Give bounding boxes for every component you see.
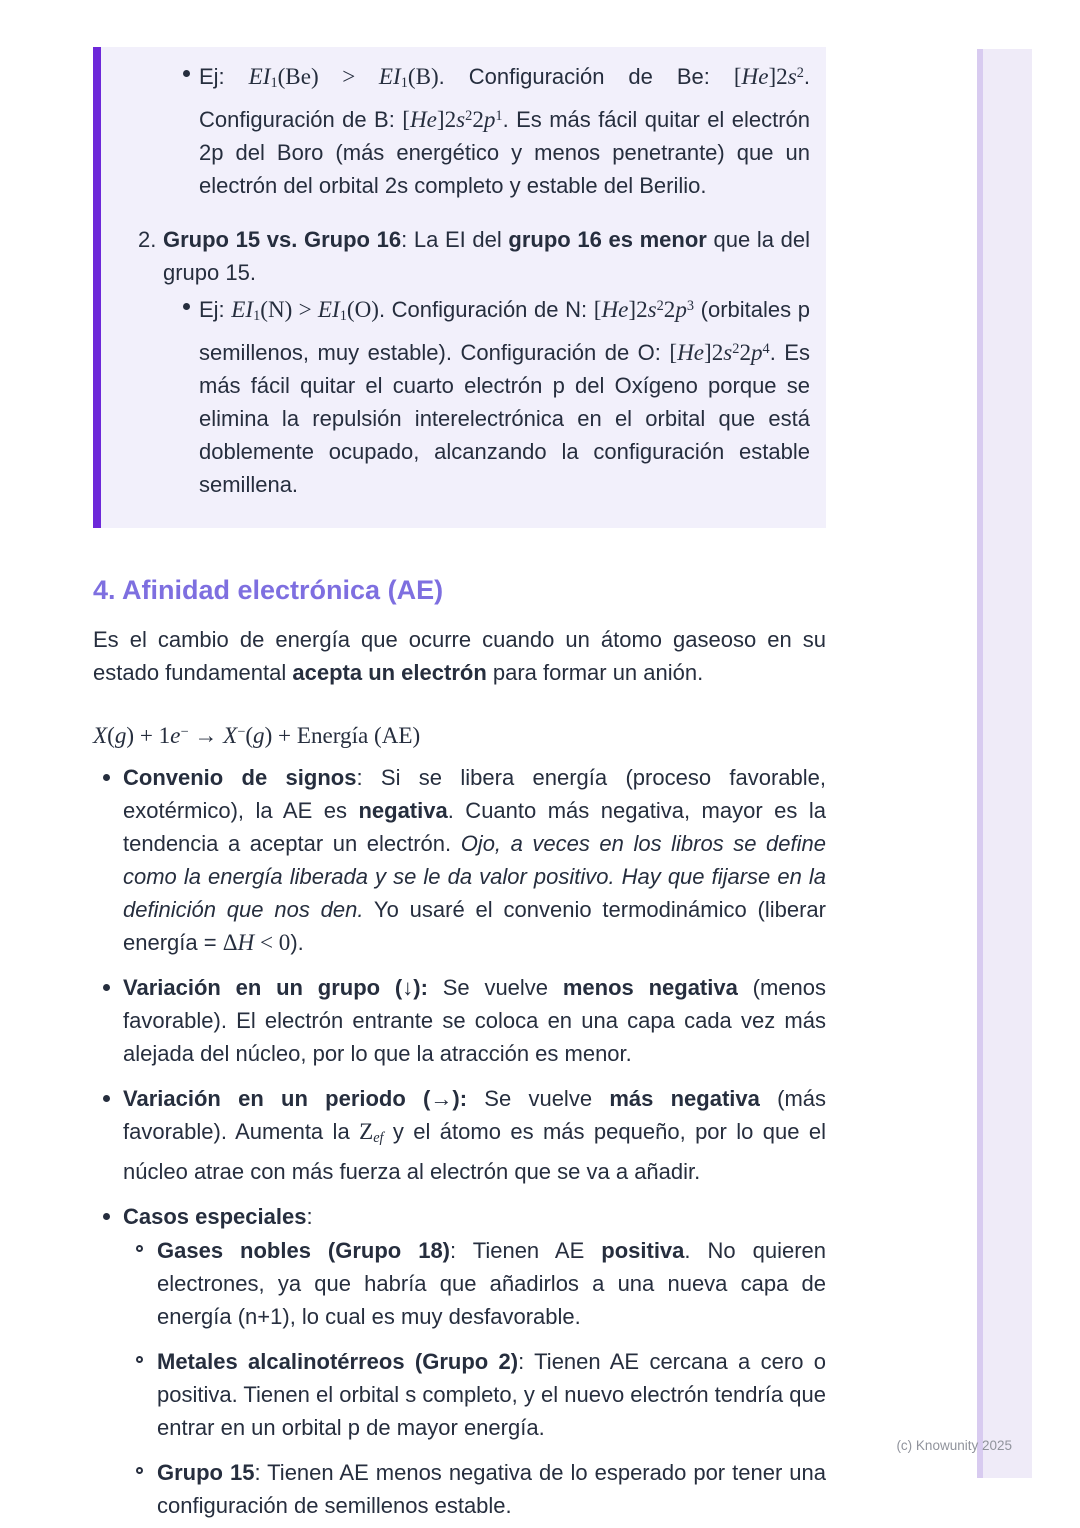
- text-segment: p: [483, 106, 496, 133]
- text-segment: Convenio de signos: [123, 765, 357, 791]
- list-item-text: [93, 1082, 826, 1188]
- text-segment: ]2: [436, 106, 457, 133]
- text-segment: . Configuración de Be:: [438, 64, 734, 90]
- text-segment: y el átomo es más pequeño, por lo que el núcleo atrae con más fuerza al electrón que se va a añadir.: [123, 1119, 826, 1185]
- text-segment: He: [409, 106, 437, 133]
- list-item-text: [93, 1345, 826, 1444]
- text-segment: que la del grupo 15.: [163, 227, 810, 286]
- text-segment: ) + Energía (AE): [264, 722, 421, 749]
- text-segment: (O): [346, 296, 379, 323]
- text-segment: ]2: [768, 63, 788, 90]
- text-segment: Variación en un grupo (↓):: [123, 975, 428, 1001]
- text-segment: Gases nobles (Grupo 18): [157, 1238, 451, 1264]
- text-segment: : Tienen AE: [450, 1238, 602, 1264]
- bullet-dot-icon: [183, 70, 190, 77]
- text-segment: g: [114, 722, 127, 749]
- text-segment: [: [593, 296, 602, 323]
- text-segment: →: [188, 722, 224, 749]
- list-item-text: [93, 1200, 826, 1233]
- text-segment: (orbitales p semillenos, muy estable). Configuración de O:: [199, 297, 810, 366]
- text-segment: s: [647, 296, 657, 323]
- text-segment: 2: [656, 298, 664, 315]
- text-segment: 1: [270, 75, 278, 91]
- intro-paragraph: [93, 623, 826, 689]
- text-segment: ).: [290, 930, 304, 956]
- text-segment: EI: [317, 296, 340, 323]
- text-segment: . Configuración de B:: [199, 64, 811, 133]
- text-segment: Se vuelve: [427, 975, 563, 1001]
- text-segment: 2: [472, 106, 484, 133]
- text-segment: 2: [465, 108, 473, 124]
- text-segment: : La EI del: [401, 227, 509, 253]
- text-segment: . Es más fácil quitar el cuarto electrón p del Oxígeno porque se elimina la repulsión interelectrónica en el orbital que está doblemente ocupado, alcanzando la configuración estable semillena.: [199, 340, 810, 498]
- text-segment: Ej:: [199, 297, 232, 323]
- text-segment: (más favorable). Aumenta la: [123, 1086, 826, 1145]
- list-item: [101, 290, 810, 501]
- text-segment: −: [237, 724, 246, 741]
- text-segment: menos negativa: [562, 975, 738, 1001]
- list-item: [93, 971, 826, 1070]
- main-list: [93, 761, 826, 1522]
- text-segment: [: [733, 63, 742, 90]
- text-segment: para formar un anión.: [486, 660, 704, 686]
- section-heading: 4. Afinidad electrónica (AE): [93, 575, 444, 606]
- text-segment: Es el cambio de energía que ocurre cuando un átomo gaseoso en su estado fundamental: [93, 627, 826, 686]
- list-item: [93, 1200, 826, 1233]
- text-segment: 1: [339, 308, 347, 325]
- text-segment: Metales alcalinotérreos (Grupo 2): [157, 1349, 519, 1375]
- text-segment: ]2: [628, 296, 648, 323]
- text-segment: (Be) >: [277, 63, 379, 90]
- content-column: [93, 0, 826, 1522]
- text-segment: negativa: [358, 798, 448, 824]
- text-segment: ]2: [704, 339, 724, 366]
- text-segment: s: [723, 339, 733, 366]
- text-segment: Ojo, a veces en los libros se define como la energía liberada y se le da valor positivo. Hay que fijarse en la definición que nos den.: [123, 831, 826, 923]
- text-segment: 2: [663, 296, 676, 323]
- text-segment: : Tienen AE cercana a cero o positiva. Tienen el orbital s completo, y el nuevo electrón tendría que entrar en un orbital p de mayor energía.: [157, 1349, 826, 1441]
- text-segment: s: [456, 106, 466, 133]
- text-segment: Δ: [222, 929, 238, 956]
- text-segment: (: [245, 722, 254, 749]
- text-segment: Grupo 15 vs. Grupo 16: [163, 227, 402, 253]
- list-item-text: [93, 971, 826, 1070]
- list-item-text: [93, 1234, 826, 1333]
- list-item-text: [93, 1456, 826, 1522]
- list-item-text: [93, 761, 826, 959]
- list-item: [93, 1456, 826, 1522]
- text-segment: :: [306, 1204, 313, 1230]
- list-item: [93, 1234, 826, 1333]
- text-segment: acepta un electrón: [292, 660, 487, 686]
- list-number: 2.: [138, 227, 157, 253]
- text-segment: [: [669, 339, 678, 366]
- text-segment: EI: [231, 296, 254, 323]
- text-segment: 3: [686, 298, 695, 315]
- text-segment: grupo 16 es menor: [508, 227, 707, 253]
- text-segment: p: [675, 296, 687, 323]
- list-item-text: [101, 223, 810, 289]
- reaction-equation: [93, 716, 826, 752]
- list-item: [93, 1082, 826, 1188]
- list-item: [93, 761, 826, 959]
- text-segment: (menos favorable). El electrón entrante se coloca en una capa cada vez más alejada del núcleo, por lo que la atracción es menor.: [123, 975, 827, 1067]
- text-segment: e: [170, 722, 181, 749]
- list-item: [93, 1345, 826, 1444]
- text-segment: X: [223, 722, 238, 749]
- list-item-text: [101, 57, 810, 202]
- list-item: [101, 57, 810, 202]
- text-segment: . Configuración de N:: [378, 297, 594, 323]
- text-segment: (N) >: [260, 296, 318, 323]
- text-segment: 1: [253, 308, 261, 325]
- text-segment: Yo usaré el convenio termodinámico (liberar energía =: [123, 897, 826, 956]
- text-segment: (: [107, 722, 115, 749]
- text-segment: Se vuelve: [467, 1086, 610, 1112]
- text-segment: Ej:: [199, 64, 249, 90]
- callout-block: [93, 47, 826, 528]
- text-segment: : Tienen AE menos negativa de lo esperado por tener una configuración de semillenos estable.: [157, 1460, 826, 1519]
- text-segment: 4: [762, 341, 770, 358]
- text-segment: He: [601, 296, 629, 323]
- text-segment: < 0: [254, 929, 291, 956]
- text-segment: . No quieren electrones, ya que habría que añadirlos a una nueva capa de energía (n+1), lo cual es muy desfavorable.: [157, 1238, 826, 1330]
- text-segment: He: [741, 63, 769, 90]
- text-segment: 1: [495, 108, 503, 124]
- text-segment: : Si se libera energía (proceso favorable, exotérmico), la AE es: [123, 765, 826, 824]
- footer-copyright: (c) Knowunity 2025: [896, 1438, 1012, 1453]
- text-segment: 1: [400, 75, 408, 91]
- page-edge-strip: [977, 49, 983, 1478]
- callout-list: [101, 57, 810, 501]
- text-segment: más negativa: [609, 1086, 760, 1112]
- text-segment: . Es más fácil quitar el electrón 2p del Boro (más energético y menos penetrante) que un electrón del orbital 2s completo y estable del Berilio.: [199, 107, 810, 199]
- text-segment: H: [237, 929, 255, 956]
- text-segment: X: [93, 722, 108, 749]
- list-item-text: [101, 290, 810, 501]
- text-segment: positiva: [601, 1238, 685, 1264]
- text-segment: g: [253, 722, 265, 749]
- text-segment: ) + 1: [126, 722, 171, 749]
- text-segment: Grupo 15: [157, 1460, 255, 1486]
- text-segment: . Cuanto más negativa, mayor es la tendencia a aceptar un electrón.: [123, 798, 826, 857]
- text-segment: (B): [407, 63, 439, 90]
- text-segment: EI: [378, 63, 401, 90]
- text-segment: 2: [796, 65, 804, 81]
- text-segment: s: [787, 63, 797, 90]
- text-segment: Z: [359, 1118, 374, 1145]
- text-segment: 2: [732, 341, 740, 358]
- text-segment: [: [402, 106, 410, 133]
- page-edge-bar: [977, 49, 1032, 1478]
- text-segment: −: [180, 724, 189, 741]
- list-item: [101, 223, 810, 289]
- text-segment: p: [751, 339, 763, 366]
- text-segment: ef: [373, 1130, 384, 1147]
- text-segment: Casos especiales: [123, 1204, 307, 1230]
- text-segment: 2: [739, 339, 751, 366]
- text-segment: EI: [248, 63, 271, 90]
- text-segment: Variación en un periodo (→):: [123, 1086, 468, 1112]
- text-segment: He: [677, 339, 705, 366]
